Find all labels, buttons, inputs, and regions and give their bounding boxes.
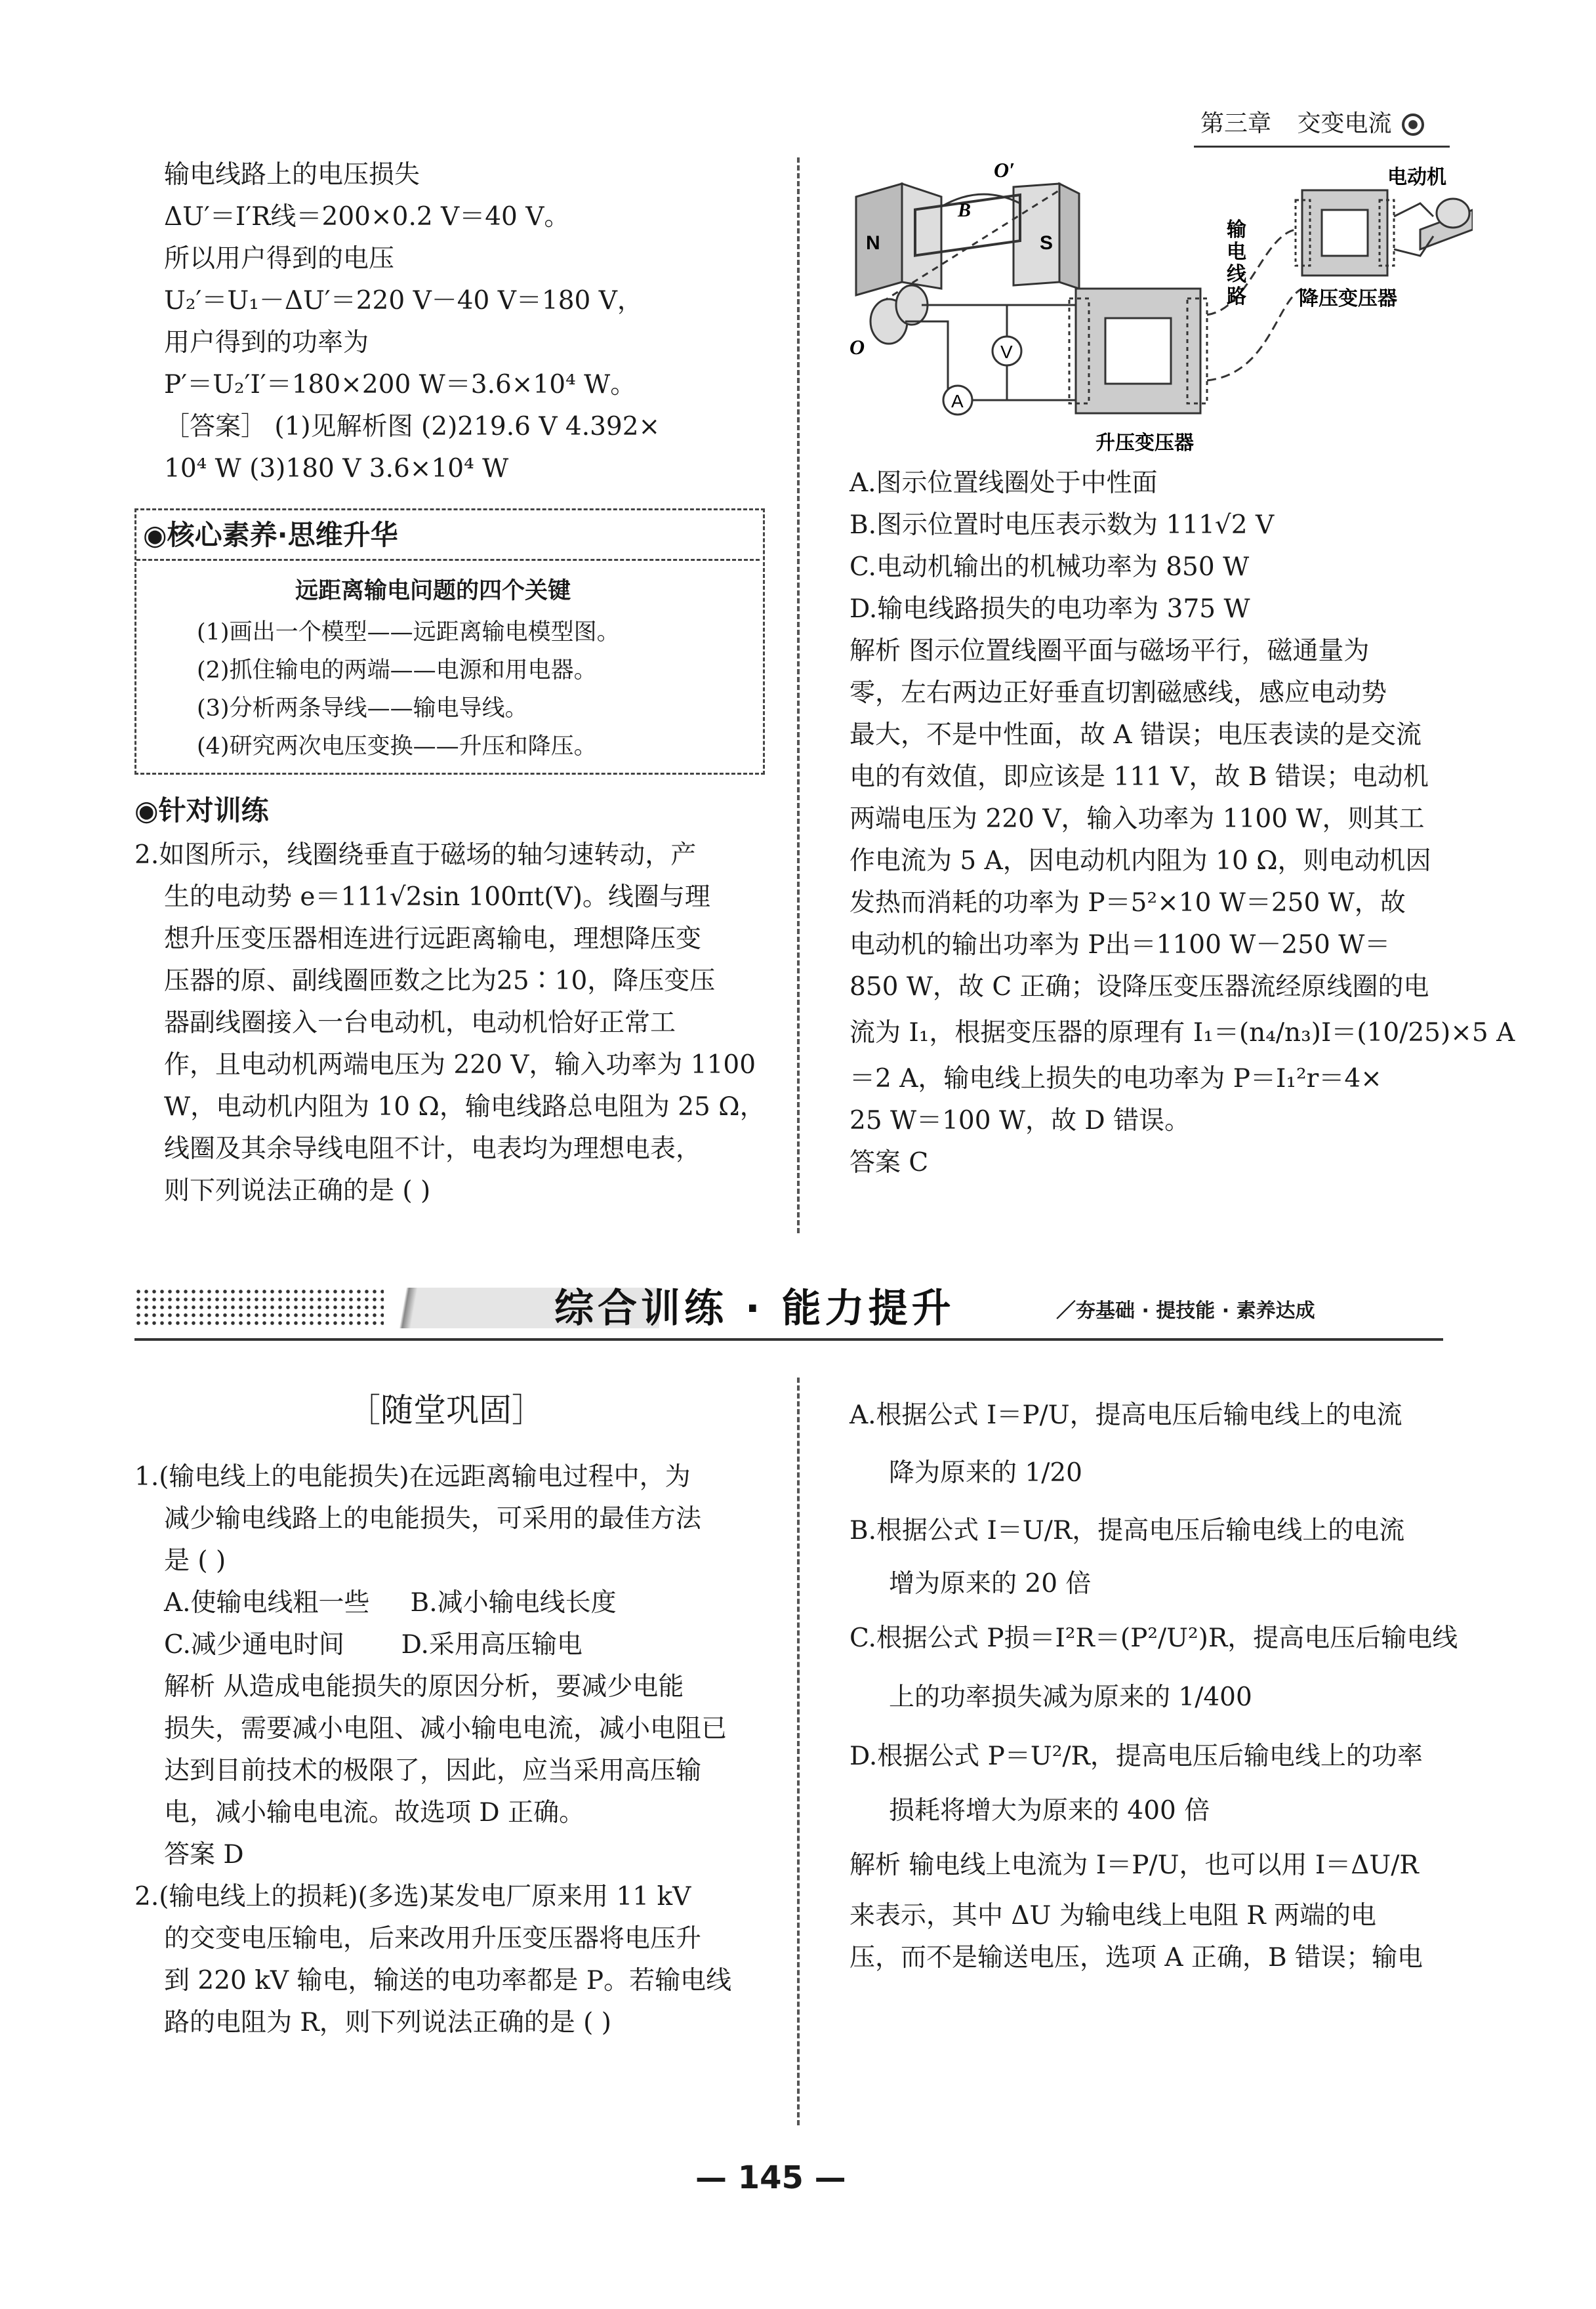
analysis-line: 零，左右两边正好垂直切割磁感线，感应电动势 xyxy=(849,678,1387,708)
target-icon xyxy=(1402,113,1424,136)
analysis-line: 最大，不是中性面，故 A 错误；电压表读的是交流 xyxy=(849,720,1422,750)
core-box-title-rule xyxy=(136,559,760,561)
left-top-block xyxy=(164,154,781,490)
list-item: (1)画出一个模型——远距离输电模型图。 xyxy=(197,619,620,645)
analysis-line: 解析 图示位置线圈平面与磁场平行，磁通量为 xyxy=(849,636,1370,666)
text-line: 输电线路上的电压损失 xyxy=(164,160,420,190)
label-motor: 电动机 xyxy=(1387,166,1446,189)
right-bottom-block xyxy=(849,1387,1473,1979)
text-line: 想升压变压器相连进行远距离输电，理想降压变 xyxy=(164,924,702,954)
option-a-cont: 降为原来的 1/20 xyxy=(889,1458,1082,1488)
option-c: C.电动机输出的机械功率为 850 W xyxy=(849,552,1250,582)
label-s: S xyxy=(1040,232,1054,254)
analysis-line: 作电流为 5 A，因电动机内阻为 10 Ω，则电动机因 xyxy=(849,846,1431,876)
practice-title: ◉针对训练 xyxy=(134,794,269,827)
label-step-down: 降压变压器 xyxy=(1299,287,1397,310)
text-line: 作，且电动机两端电压为 220 V，输入功率为 1100 xyxy=(164,1050,756,1080)
header-rule xyxy=(1194,146,1450,148)
label-line-char: 路 xyxy=(1227,286,1246,308)
option-a: A.图示位置线圈处于中性面 xyxy=(849,468,1158,498)
option-b: B.根据公式 I＝U/R，提高电压后输电线上的电流 xyxy=(849,1516,1405,1545)
option-b: B.图示位置时电压表示数为 111√2 V xyxy=(849,510,1275,540)
text-line: U₂′＝U₁－ΔU′＝220 V－40 V＝180 V， xyxy=(164,286,643,316)
option-c: C.根据公式 P损＝I²R＝(P²/U²)R，提高电压后输电线 xyxy=(849,1624,1458,1653)
text-line: 压器的原、副线圈匝数之比为25∶10，降压变压 xyxy=(164,966,716,996)
wire xyxy=(905,321,1079,400)
text-line: 2.(输电线上的损耗)(多选)某发电厂原来用 11 kV xyxy=(134,1882,691,1911)
option-d: D.根据公式 P＝U²/R，提高电压后输电线上的功率 xyxy=(849,1742,1423,1771)
text-line: 用户得到的功率为 xyxy=(164,328,369,358)
chapter-label: 第三章 xyxy=(1200,110,1272,137)
option-b-cont: 增为原来的 20 倍 xyxy=(889,1569,1092,1599)
step-down-transformer xyxy=(1296,190,1394,276)
label-line-char: 线 xyxy=(1227,264,1246,285)
banner-rule xyxy=(134,1338,1443,1341)
analysis-line: 850 W，故 C 正确；设降压变压器流经原线圈的电 xyxy=(849,972,1429,1002)
analysis-line: 两端电压为 220 V，输入功率为 1100 W，则其工 xyxy=(849,804,1425,834)
text-line: 则下列说法正确的是 ( ) xyxy=(164,1176,431,1206)
question-2-block xyxy=(134,834,781,1212)
text-line: 的交变电压输电，后来改用升压变压器将电压升 xyxy=(164,1924,702,1953)
text-line: ΔU′＝I′R线＝200×0.2 V＝40 V。 xyxy=(164,202,570,232)
banner-title: 综合训练 · 能力提升 xyxy=(554,1286,955,1332)
text-line: 到 220 kV 输电，输送的电功率都是 P。若输电线 xyxy=(164,1966,732,1995)
column-divider-bottom xyxy=(797,1378,800,2125)
analysis-line: 达到目前技术的极限了，因此，应当采用高压输 xyxy=(164,1756,702,1786)
transmission-line xyxy=(1207,289,1302,380)
analysis-line: 电，减小输电电流。故选项 D 正确。 xyxy=(164,1798,585,1828)
list-item: (3)分析两条导线——输电导线。 xyxy=(197,695,528,722)
analysis-line: ＝2 A，输电线上损失的电功率为 P＝I₁²r＝4× xyxy=(849,1064,1382,1093)
text-line: 器副线圈接入一台电动机，电动机恰好正常工 xyxy=(164,1008,676,1038)
analysis-line: 来表示，其中 ΔU 为输电线上电阻 R 两端的电 xyxy=(849,1901,1376,1931)
label-step-up: 升压变压器 xyxy=(1095,432,1194,455)
text-line: P′＝U₂′I′＝180×200 W＝3.6×10⁴ W。 xyxy=(164,370,636,399)
text-line: 1.(输电线上的电能损失)在远距离输电过程中，为 xyxy=(134,1462,691,1492)
label-n: N xyxy=(866,232,880,254)
label-line-char: 输 xyxy=(1227,219,1246,241)
analysis-line: 电动机的输出功率为 P出＝1100 W－250 W＝ xyxy=(849,930,1391,960)
step-up-transformer xyxy=(1069,289,1207,413)
wire xyxy=(1394,203,1433,216)
left-bottom-block xyxy=(134,1456,784,2044)
option-c-cont: 上的功率损失减为原来的 1/400 xyxy=(889,1683,1252,1712)
analysis-line: 电的有效值，即应该是 111 V，故 B 错误；电动机 xyxy=(849,762,1429,792)
transmission-figure xyxy=(843,157,1473,466)
analysis-line: 损失，需要减小电阻、减小输电电流，减小电阻已 xyxy=(164,1714,727,1744)
label-b: B xyxy=(958,199,972,221)
text-line: 线圈及其余导线电阻不计，电表均为理想电表， xyxy=(164,1134,702,1164)
text-line: W，电动机内阻为 10 Ω，输电线路总电阻为 25 Ω， xyxy=(164,1092,766,1122)
text-line: 所以用户得到的电压 xyxy=(164,244,395,274)
column-divider-top xyxy=(797,157,800,1233)
text-line: 路的电阻为 R，则下列说法正确的是 ( ) xyxy=(164,2008,611,2037)
review-heading: ［随堂巩固］ xyxy=(348,1391,544,1429)
section-banner xyxy=(134,1282,1446,1335)
core-box-list xyxy=(197,613,620,766)
analysis-line: 解析 从造成电能损失的原因分析，要减少电能 xyxy=(164,1672,684,1702)
banner-dots xyxy=(134,1288,384,1327)
analysis-line: 流为 I₁，根据变压器的原理有 I₁＝(n₄/n₃)I＝(10/25)×5 A xyxy=(849,1018,1515,1048)
option-line: C.减少通电时间 D.采用高压输电 xyxy=(164,1630,583,1660)
right-top-block xyxy=(849,462,1515,1184)
core-box-title: ◉核心素养·思维升华 xyxy=(143,519,398,551)
label-o: O xyxy=(849,335,865,359)
core-box-subtitle: 远距离输电问题的四个关键 xyxy=(295,578,571,604)
answer-line: 10⁴ W (3)180 V 3.6×10⁴ W xyxy=(164,454,509,483)
label-line-char: 电 xyxy=(1227,241,1246,263)
analysis-line: 压，而不是输送电压，选项 A 正确，B 错误；输电 xyxy=(849,1943,1423,1972)
motor xyxy=(1420,199,1473,249)
label-a: A xyxy=(951,391,964,411)
answer-line: 答案 C xyxy=(849,1148,929,1177)
option-a: A.根据公式 I＝P/U，提高电压后输电线上的电流 xyxy=(849,1400,1402,1430)
list-item: (4)研究两次电压变换——升压和降压。 xyxy=(197,733,597,760)
option-line: A.使输电线粗一些 B.减小输电线长度 xyxy=(164,1588,617,1618)
option-d: D.输电线路损失的电功率为 375 W xyxy=(849,594,1250,624)
text-line: 生的电动势 e＝111√2sin 100πt(V)。线圈与理 xyxy=(164,882,710,912)
chapter-header xyxy=(1200,105,1424,138)
analysis-line: 发热而消耗的功率为 P＝5²×10 W＝250 W，故 xyxy=(849,888,1406,918)
analysis-line: 解析 输电线上电流为 I＝P/U，也可以用 I＝ΔU/R xyxy=(849,1850,1419,1880)
chapter-topic: 交变电流 xyxy=(1297,110,1392,137)
page-number: — 145 — xyxy=(695,2159,846,2196)
option-d-cont: 损耗将增大为原来的 400 倍 xyxy=(889,1796,1210,1826)
label-v: V xyxy=(1000,342,1013,362)
list-item: (2)抓住输电的两端——电源和用电器。 xyxy=(197,657,597,684)
text-line: 是 ( ) xyxy=(164,1546,226,1576)
answer-line: ［答案］ (1)见解析图 (2)219.6 V 4.392× xyxy=(164,412,661,441)
answer-line: 答案 D xyxy=(164,1840,244,1870)
label-line xyxy=(1226,218,1252,308)
label-o-prime: O′ xyxy=(994,158,1015,182)
text-line: 减少输电线路上的电能损失，可采用的最佳方法 xyxy=(164,1504,702,1534)
text-line: 2.如图所示，线圈绕垂直于磁场的轴匀速转动，产 xyxy=(134,840,697,870)
banner-tags: ／夯基础 · 提技能 · 素养达成 xyxy=(1056,1299,1315,1322)
analysis-line: 25 W＝100 W，故 D 错误。 xyxy=(849,1106,1191,1135)
